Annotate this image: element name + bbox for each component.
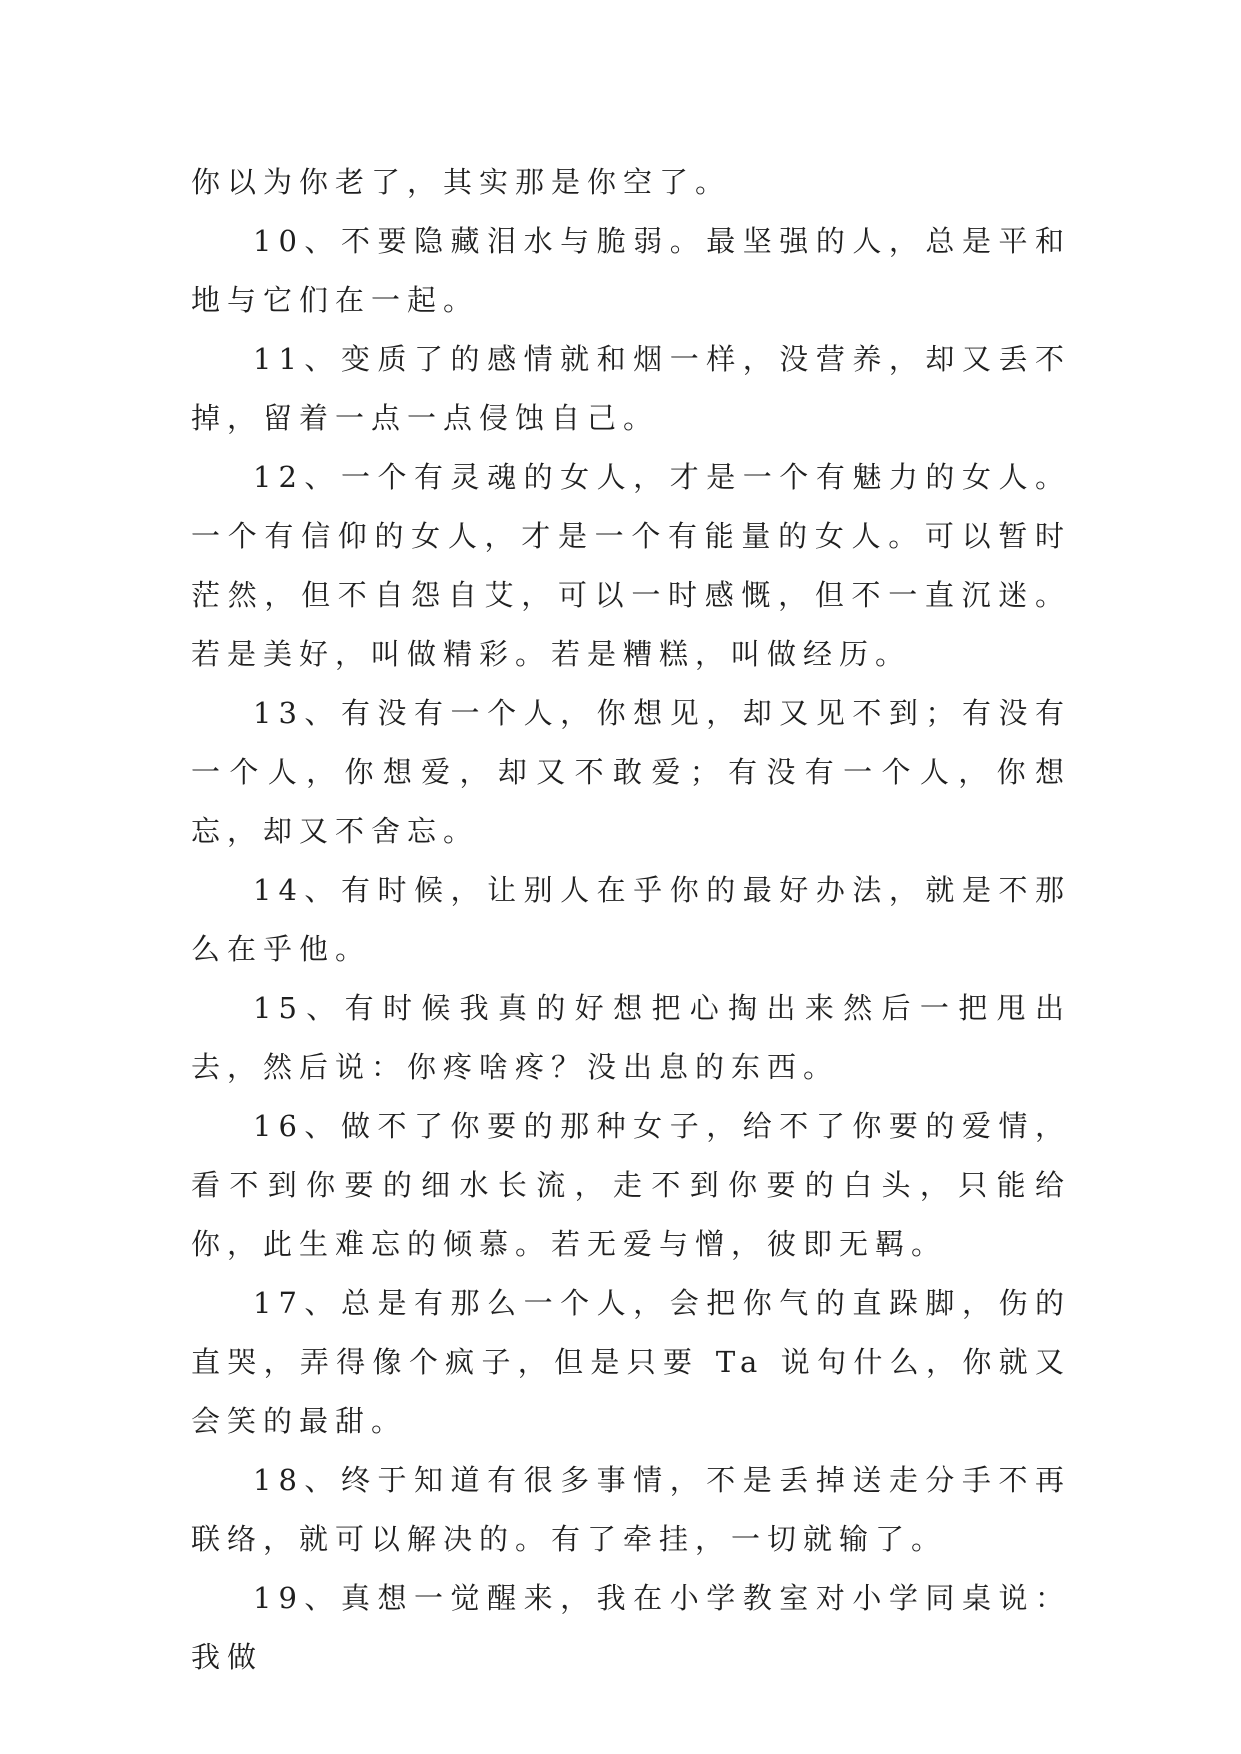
paragraph-11: 11、变质了的感情就和烟一样，没营养，却又丢不掉，留着一点一点侵蚀自己。 xyxy=(191,342,1071,435)
paragraph-16: 16、做不了你要的那种女子，给不了你要的爱情，看不到你要的细水长流，走不到你要的白头，只能给你，此生难忘的倾慕。若无爱与憎，彼即无羁。 xyxy=(191,1109,1071,1261)
paragraph-15: 15、有时候我真的好想把心掏出来然后一把甩出去，然后说：你疼啥疼？没出息的东西。 xyxy=(191,991,1071,1084)
paragraph-17: 17、总是有那么一个人，会把你气的直跺脚，伤的直哭，弄得像个疯子，但是只要 Ta 说句什么，你就又会笑的最甜。 xyxy=(191,1286,1071,1438)
paragraph-18: 18、终于知道有很多事情，不是丢掉送走分手不再联络，就可以解决的。有了牵挂，一切就输了。 xyxy=(191,1463,1071,1556)
paragraph-10: 10、不要隐藏泪水与脆弱。最坚强的人，总是平和地与它们在一起。 xyxy=(191,224,1071,317)
paragraph-12: 12、一个有灵魂的女人，才是一个有魅力的女人。一个有信仰的女人，才是一个有能量的女人。可以暂时茫然，但不自怨自艾，可以一时感慨，但不一直沉迷。若是美好，叫做精彩。若是糟糕，叫做经历。 xyxy=(191,460,1071,671)
paragraph-continuation: 你以为你老了，其实那是你空了。 xyxy=(191,165,732,199)
paragraph-19: 19、真想一觉醒来，我在小学教室对小学同桌说：我做 xyxy=(191,1581,1071,1674)
paragraph-13: 13、有没有一个人，你想见，却又见不到；有没有一个人，你想爱，却又不敢爱；有没有一个人，你想忘，却又不舍忘。 xyxy=(191,696,1071,848)
document-body xyxy=(191,153,1071,1687)
paragraph-14: 14、有时候，让别人在乎你的最好办法，就是不那么在乎他。 xyxy=(191,873,1071,966)
